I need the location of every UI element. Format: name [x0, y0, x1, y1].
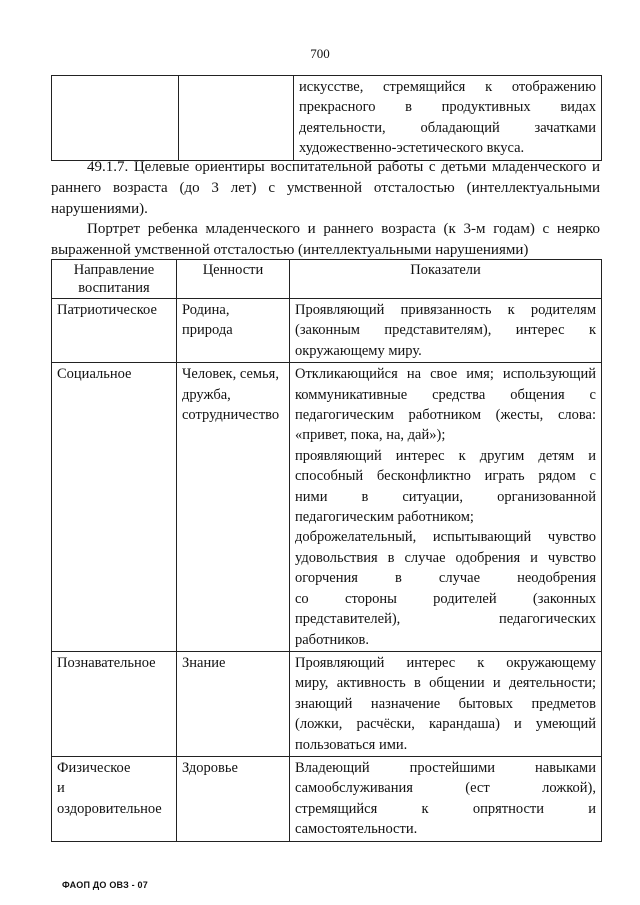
direction-cell: Социальное — [52, 363, 177, 652]
values-cell: Человек, семья, дружба, сотрудничество — [177, 363, 290, 652]
values-cell: Здоровье — [177, 756, 290, 841]
portrait-table — [51, 259, 602, 842]
page-number: 700 — [310, 46, 330, 61]
text-line: раннего возраста (до 3 лет) с умственной отсталостью (интеллектуальными — [51, 180, 600, 196]
text-line: искусстве, стремящийся к отображению — [299, 79, 596, 95]
text-line: деятельности, обладающий зачатками — [299, 119, 596, 136]
direction-cell: Познавательное — [52, 651, 177, 756]
table-row — [52, 756, 602, 841]
table-row — [52, 76, 602, 161]
header-indicators: Показатели — [290, 260, 602, 299]
text-line: Портрет ребенка младенческого и раннего возраста (к 3-м годам) с неярко — [87, 221, 600, 237]
portrait-caption — [51, 219, 600, 261]
table-row — [52, 363, 602, 652]
text-line: выраженной умственной отсталостью (интеллектуальными нарушениями) — [51, 242, 529, 258]
indicators-cell: Откликающийся на свое имя; использующий коммуникативные средства общения с педагогическим работником (жесты, слова: «привет, пока, на, дай»); проявляющий интерес к другим детям и способный бесконфликтно играть рядом с ними в ситуации, организованной педагогическим работником; доброжелательный, испытывающий чувство удовольствия в случае одобрения и чувство огорчения в случае неодобрения со стороны родителей (законных представителей), педагогических работников. — [290, 363, 602, 652]
text-line: 49.1.7. Целевые ориентиры воспитательной работы с детьми младенческого и — [87, 159, 600, 175]
table-cell-empty — [179, 76, 294, 161]
indicators-cell: Владеющий простейшими навыками самообслуживания (ест ложкой), стремящийся к опрятности и самостоятельности. — [290, 756, 602, 841]
values-cell: Знание — [177, 651, 290, 756]
footer-code: ФАОП ДО ОВЗ - 07 — [62, 880, 148, 890]
indicators-cell: Проявляющий привязанность к родителям (законным представителям), интерес к окружающему миру. — [290, 299, 602, 363]
indicators-cell: Проявляющий интерес к окружающему миру, активность в общении и деятельности; знающий назначение бытовых предметов (ложки, расчёски, карандаша) и умеющий пользоваться ими. — [290, 651, 602, 756]
table-cell-empty — [52, 76, 179, 161]
text-line: прекрасного в продуктивных видах — [299, 99, 596, 116]
table-cell-indicators — [294, 76, 602, 161]
table-row — [52, 651, 602, 756]
text-line: художественно-эстетического вкуса. — [299, 140, 525, 157]
direction-cell: Патриотическое — [52, 299, 177, 363]
header-values: Ценности — [177, 260, 290, 299]
values-cell: Родина, природа — [177, 299, 290, 363]
direction-cell: Физическое и оздоровительное — [52, 756, 177, 841]
table-header-row — [52, 260, 602, 299]
table-row — [52, 299, 602, 363]
header-direction: Направление воспитания — [52, 260, 177, 299]
text-line: нарушениями). — [51, 201, 148, 217]
continued-table — [51, 75, 602, 161]
section-heading — [51, 157, 600, 220]
